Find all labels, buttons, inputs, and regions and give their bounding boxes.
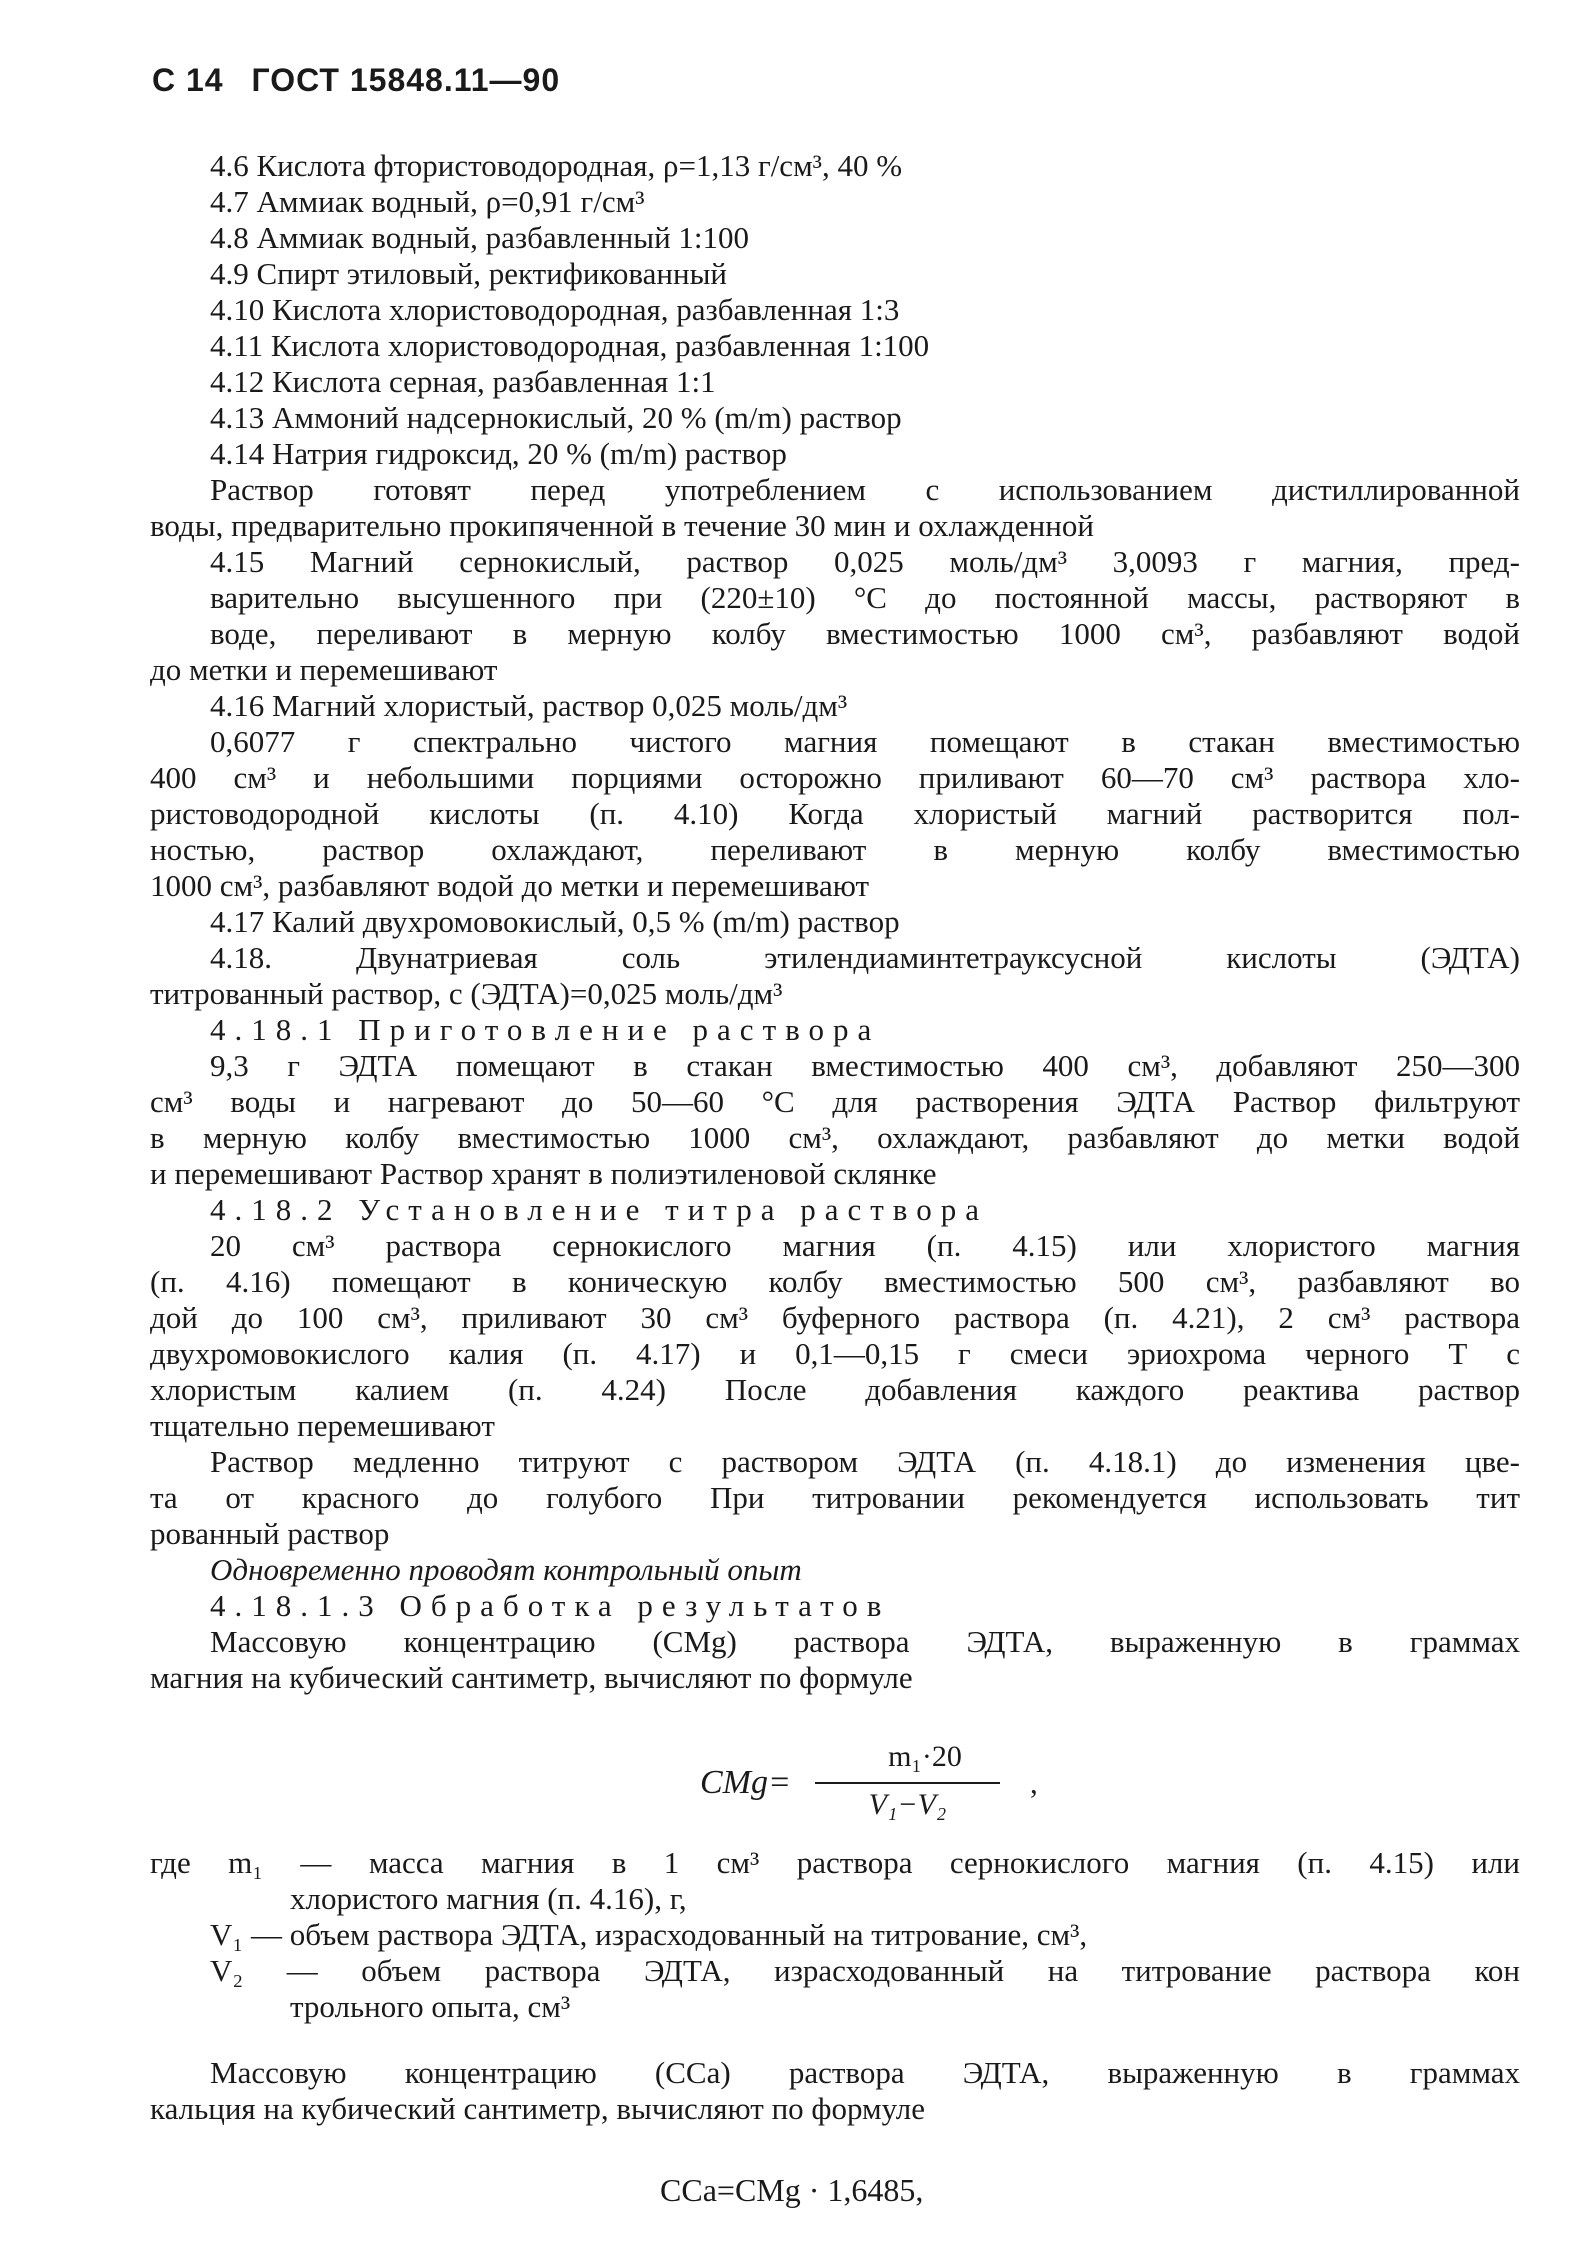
item-4-15: 4.15 Магний сернокислый, раствор 0,025 моль/дм³ 3,0093 г магния, пред- bbox=[210, 544, 1520, 579]
definition-line: V₁ — объем раствора ЭДТА, израсходованный на титрование, см³, bbox=[210, 1917, 1088, 1952]
formula-c-ca: CCa=CMg · 1,6485, bbox=[660, 2172, 924, 2208]
paragraph-line: хлористым калием (п. 4.24) После добавления каждого реактива раствор bbox=[150, 1372, 1520, 1407]
paragraph-line: 9,3 г ЭДТА помещают в стакан вместимостью 400 см³, добавляют 250—300 bbox=[210, 1048, 1520, 1083]
document-body bbox=[150, 148, 1520, 1696]
item-4-9: 4.9 Спирт этиловый, ректификованный bbox=[210, 256, 728, 291]
paragraph-line: кальция на кубический сантиметр, вычисляют по формуле bbox=[150, 2091, 926, 2126]
variable-definitions bbox=[150, 1845, 1520, 2025]
paragraph-line: Раствор медленно титруют с раствором ЭДТА (п. 4.18.1) до изменения цве- bbox=[210, 1444, 1520, 1479]
formula-comma: , bbox=[1030, 1765, 1038, 1800]
item-4-18: 4.18. Двунатриевая соль этилендиаминтетрауксусной кислоты (ЭДТА) bbox=[210, 940, 1520, 975]
final-paragraph bbox=[150, 2055, 1520, 2127]
item-4-7: 4.7 Аммиак водный, ρ=0,91 г/см³ bbox=[210, 184, 645, 219]
paragraph-line: Массовую концентрацию (CCa) раствора ЭДТА, выраженную в граммах bbox=[210, 2055, 1520, 2090]
subheading-4-18-1-3: 4.18.1.3 Обработка результатов bbox=[210, 1588, 891, 1623]
item-4-8: 4.8 Аммиак водный, разбавленный 1:100 bbox=[210, 220, 750, 255]
paragraph-line: та от красного до голубого При титровании рекомендуется использовать тит bbox=[150, 1480, 1520, 1515]
definition-line: V₂ — объем раствора ЭДТА, израсходованный на титрование раствора кон bbox=[210, 1953, 1520, 1988]
paragraph-line: (п. 4.16) помещают в коническую колбу вместимостью 500 см³, разбавляют во bbox=[150, 1264, 1520, 1299]
paragraph-line: титрованный раствор, с (ЭДТА)=0,025 моль/дм³ bbox=[150, 976, 783, 1011]
definition-line: где m₁ — масса магния в 1 см³ раствора сернокислого магния (п. 4.15) или bbox=[150, 1845, 1520, 1880]
paragraph-line: 1000 см³, разбавляют водой до метки и перемешивают bbox=[150, 868, 870, 903]
paragraph-line: двухромовокислого калия (п. 4.17) и 0,1—0,15 г смеси эриохрома черного Т с bbox=[150, 1336, 1520, 1371]
paragraph-line: ристоводородной кислоты (п. 4.10) Когда хлористый магний растворится пол- bbox=[150, 796, 1520, 831]
formula-lhs: CMg= bbox=[700, 1764, 791, 1801]
item-4-12: 4.12 Кислота серная, разбавленная 1:1 bbox=[210, 364, 716, 399]
paragraph-line: Одновременно проводят контрольный опыт bbox=[210, 1552, 802, 1587]
item-4-16: 4.16 Магний хлористый, раствор 0,025 моль/дм³ bbox=[210, 688, 848, 723]
paragraph-line: Массовую концентрацию (CMg) раствора ЭДТА, выраженную в граммах bbox=[210, 1624, 1520, 1659]
subheading-4-18-1: 4.18.1 Приготовление раствора bbox=[210, 1012, 881, 1047]
definition-line: трольного опыта, см³ bbox=[290, 1989, 571, 2024]
fraction-bar bbox=[815, 1782, 1000, 1784]
paragraph-line: см³ воды и нагревают до 50—60 °С для растворения ЭДТА Раствор фильтруют bbox=[150, 1084, 1520, 1119]
standard-number: ГОСТ 15848.11—90 bbox=[251, 62, 561, 98]
paragraph-line: и перемешивают Раствор хранят в полиэтиленовой склянке bbox=[150, 1156, 937, 1191]
paragraph-line: Раствор готовят перед употреблением с использованием дистиллированной bbox=[210, 472, 1520, 507]
paragraph-line: ностью, раствор охлаждают, переливают в мерную колбу вместимостью bbox=[150, 832, 1520, 867]
paragraph-line: 0,6077 г спектрально чистого магния помещают в стакан вместимостью bbox=[210, 724, 1520, 759]
formula-numerator: m₁·20 bbox=[888, 1740, 962, 1773]
item-4-17: 4.17 Калий двухромовокислый, 0,5 % (m/m) раствор bbox=[210, 904, 900, 939]
page-header bbox=[152, 62, 578, 98]
paragraph-line: рованный раствор bbox=[150, 1516, 390, 1551]
page-code: С 14 bbox=[152, 62, 224, 98]
paragraph-line: до метки и перемешивают bbox=[150, 652, 498, 687]
paragraph-line: воде, переливают в мерную колбу вместимостью 1000 см³, разбавляют водой bbox=[210, 616, 1520, 651]
subheading-4-18-2: 4.18.2 Установление титра раствора bbox=[210, 1192, 988, 1227]
paragraph-line: воды, предварительно прокипяченной в течение 30 мин и охлажденной bbox=[150, 508, 1094, 543]
paragraph-line: в мерную колбу вместимостью 1000 см³, охлаждают, разбавляют до метки водой bbox=[150, 1120, 1520, 1155]
item-4-6: 4.6 Кислота фтористоводородная, ρ=1,13 г/см³, 40 % bbox=[210, 148, 903, 183]
paragraph-line: магния на кубический сантиметр, вычисляют по формуле bbox=[150, 1660, 913, 1695]
definition-line: хлористого магния (п. 4.16), г, bbox=[290, 1881, 687, 1916]
paragraph-line: 400 см³ и небольшими порциями осторожно приливают 60—70 см³ раствора хло- bbox=[150, 760, 1520, 795]
paragraph-line: варительно высушенного при (220±10) °С до постоянной массы, растворяют в bbox=[210, 580, 1520, 615]
formula-c-mg bbox=[700, 1735, 1060, 1835]
paragraph-line: тщательно перемешивают bbox=[150, 1408, 495, 1443]
paragraph-line: дой до 100 см³, приливают 30 см³ буферного раствора (п. 4.21), 2 см³ раствора bbox=[150, 1300, 1520, 1335]
item-4-13: 4.13 Аммоний надсернокислый, 20 % (m/m) раствор bbox=[210, 400, 902, 435]
item-4-11: 4.11 Кислота хлористоводородная, разбавленная 1:100 bbox=[210, 328, 930, 363]
item-4-10: 4.10 Кислота хлористоводородная, разбавленная 1:3 bbox=[210, 292, 900, 327]
paragraph-line: 20 см³ раствора сернокислого магния (п. 4.15) или хлористого магния bbox=[210, 1228, 1520, 1263]
formula-denominator: V₁−V₂ bbox=[868, 1788, 947, 1821]
item-4-14: 4.14 Натрия гидроксид, 20 % (m/m) раствор bbox=[210, 436, 787, 471]
